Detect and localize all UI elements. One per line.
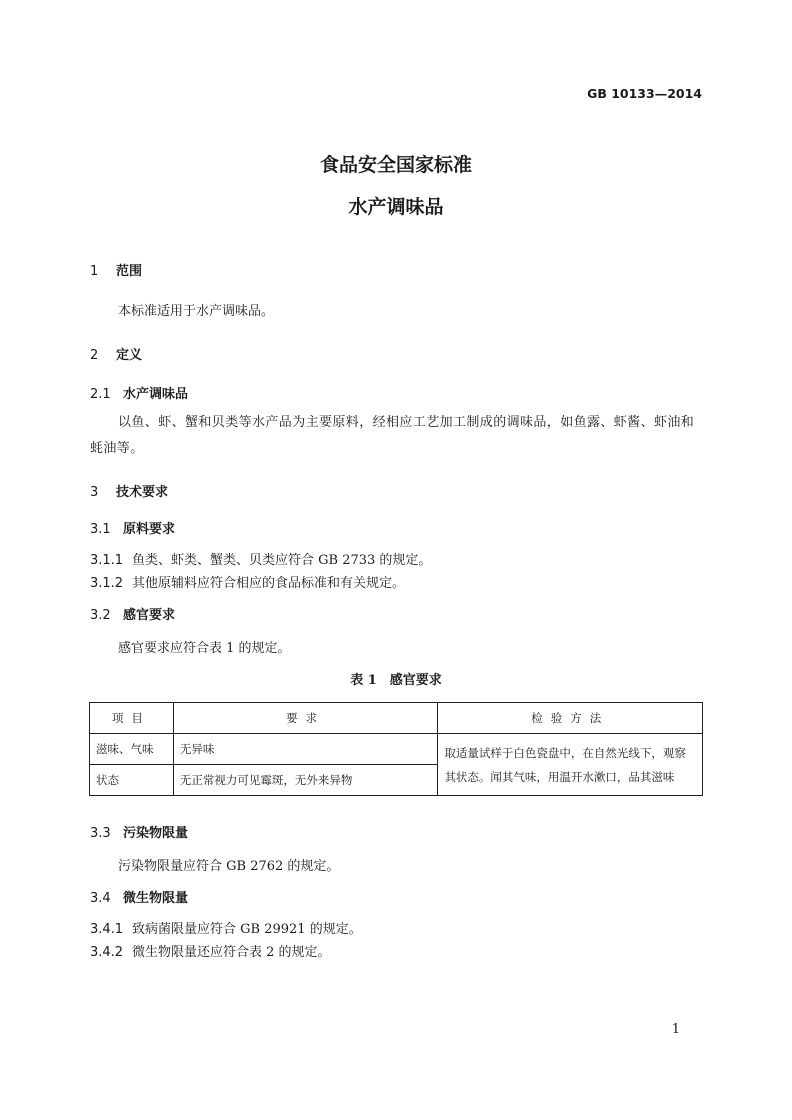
section-1-text: 本标准适用于水产调味品。 <box>118 304 275 319</box>
column-header-item: 项目 <box>90 703 174 734</box>
row-requirement-taste: 无异味 <box>173 734 438 765</box>
section-number: 2.1 <box>90 387 111 402</box>
section-number: 3.2 <box>90 608 111 623</box>
section-3-4-heading <box>90 887 188 906</box>
section-title: 微生物限量 <box>123 891 189 906</box>
clause-number: 3.1.2 <box>90 576 124 591</box>
document-subtitle: 水产调味品 <box>348 196 444 218</box>
section-number: 1 <box>90 264 99 279</box>
column-header-method: 检验方法 <box>438 703 703 734</box>
clause-3-1-1 <box>90 549 431 568</box>
section-number: 3.1 <box>90 522 111 537</box>
page-number: 1 <box>671 1022 680 1037</box>
section-title: 技术要求 <box>116 485 169 500</box>
section-3-3-heading <box>90 822 188 841</box>
sensory-requirements-table <box>89 702 703 796</box>
section-number: 3.3 <box>90 826 111 841</box>
table-header-row <box>90 703 703 734</box>
clause-text: 其他原辅料应符合相应的食品标准和有关规定。 <box>132 576 406 591</box>
table-1-caption: 表 1 感官要求 <box>350 673 442 688</box>
row-item-state: 状态 <box>90 765 174 796</box>
section-title: 感官要求 <box>123 608 176 623</box>
section-2-1-heading <box>90 383 188 402</box>
section-title: 定义 <box>116 348 143 363</box>
section-3-2-text: 感官要求应符合表 1 的规定。 <box>118 641 291 656</box>
section-number: 2 <box>90 348 99 363</box>
section-2-heading <box>90 344 142 363</box>
section-title: 水产调味品 <box>123 387 189 402</box>
clause-number: 3.4.1 <box>90 922 124 937</box>
section-title: 污染物限量 <box>123 826 189 841</box>
clause-text: 致病菌限量应符合 GB 29921 的规定。 <box>132 922 362 937</box>
clause-number: 3.1.1 <box>90 553 124 568</box>
clause-3-4-1 <box>90 918 362 937</box>
column-header-requirement: 要求 <box>173 703 438 734</box>
section-3-1-heading <box>90 518 175 537</box>
section-3-2-heading <box>90 604 175 623</box>
section-title: 范围 <box>116 264 143 279</box>
row-item-taste: 滋味、气味 <box>90 734 174 765</box>
section-number: 3 <box>90 485 99 500</box>
clause-number: 3.4.2 <box>90 945 124 960</box>
section-title: 原料要求 <box>123 522 176 537</box>
standard-code: GB 10133—2014 <box>587 86 702 101</box>
clause-text: 鱼类、虾类、蟹类、贝类应符合 GB 2733 的规定。 <box>132 553 432 568</box>
section-3-3-text: 污染物限量应符合 GB 2762 的规定。 <box>118 859 340 874</box>
table-row <box>90 734 703 765</box>
section-number: 3.4 <box>90 891 111 906</box>
clause-text: 微生物限量还应符合表 2 的规定。 <box>132 945 331 960</box>
row-requirement-state: 无正常视力可见霉斑，无外来异物 <box>173 765 438 796</box>
section-2-1-text: 以鱼、虾、蟹和贝类等水产品为主要原料，经相应工艺加工制成的调味品，如鱼露、虾酱、虾油和蚝油等。 <box>90 415 695 456</box>
clause-3-4-2 <box>90 941 331 960</box>
clause-3-1-2 <box>90 572 405 591</box>
section-1-heading <box>90 260 142 279</box>
inspection-method: 取适量试样于白色瓷盘中，在自然光线下，观察其状态。闻其气味，用温开水漱口，品其滋味 <box>438 734 703 796</box>
document-title: 食品安全国家标准 <box>319 154 472 176</box>
section-3-heading <box>90 481 168 500</box>
